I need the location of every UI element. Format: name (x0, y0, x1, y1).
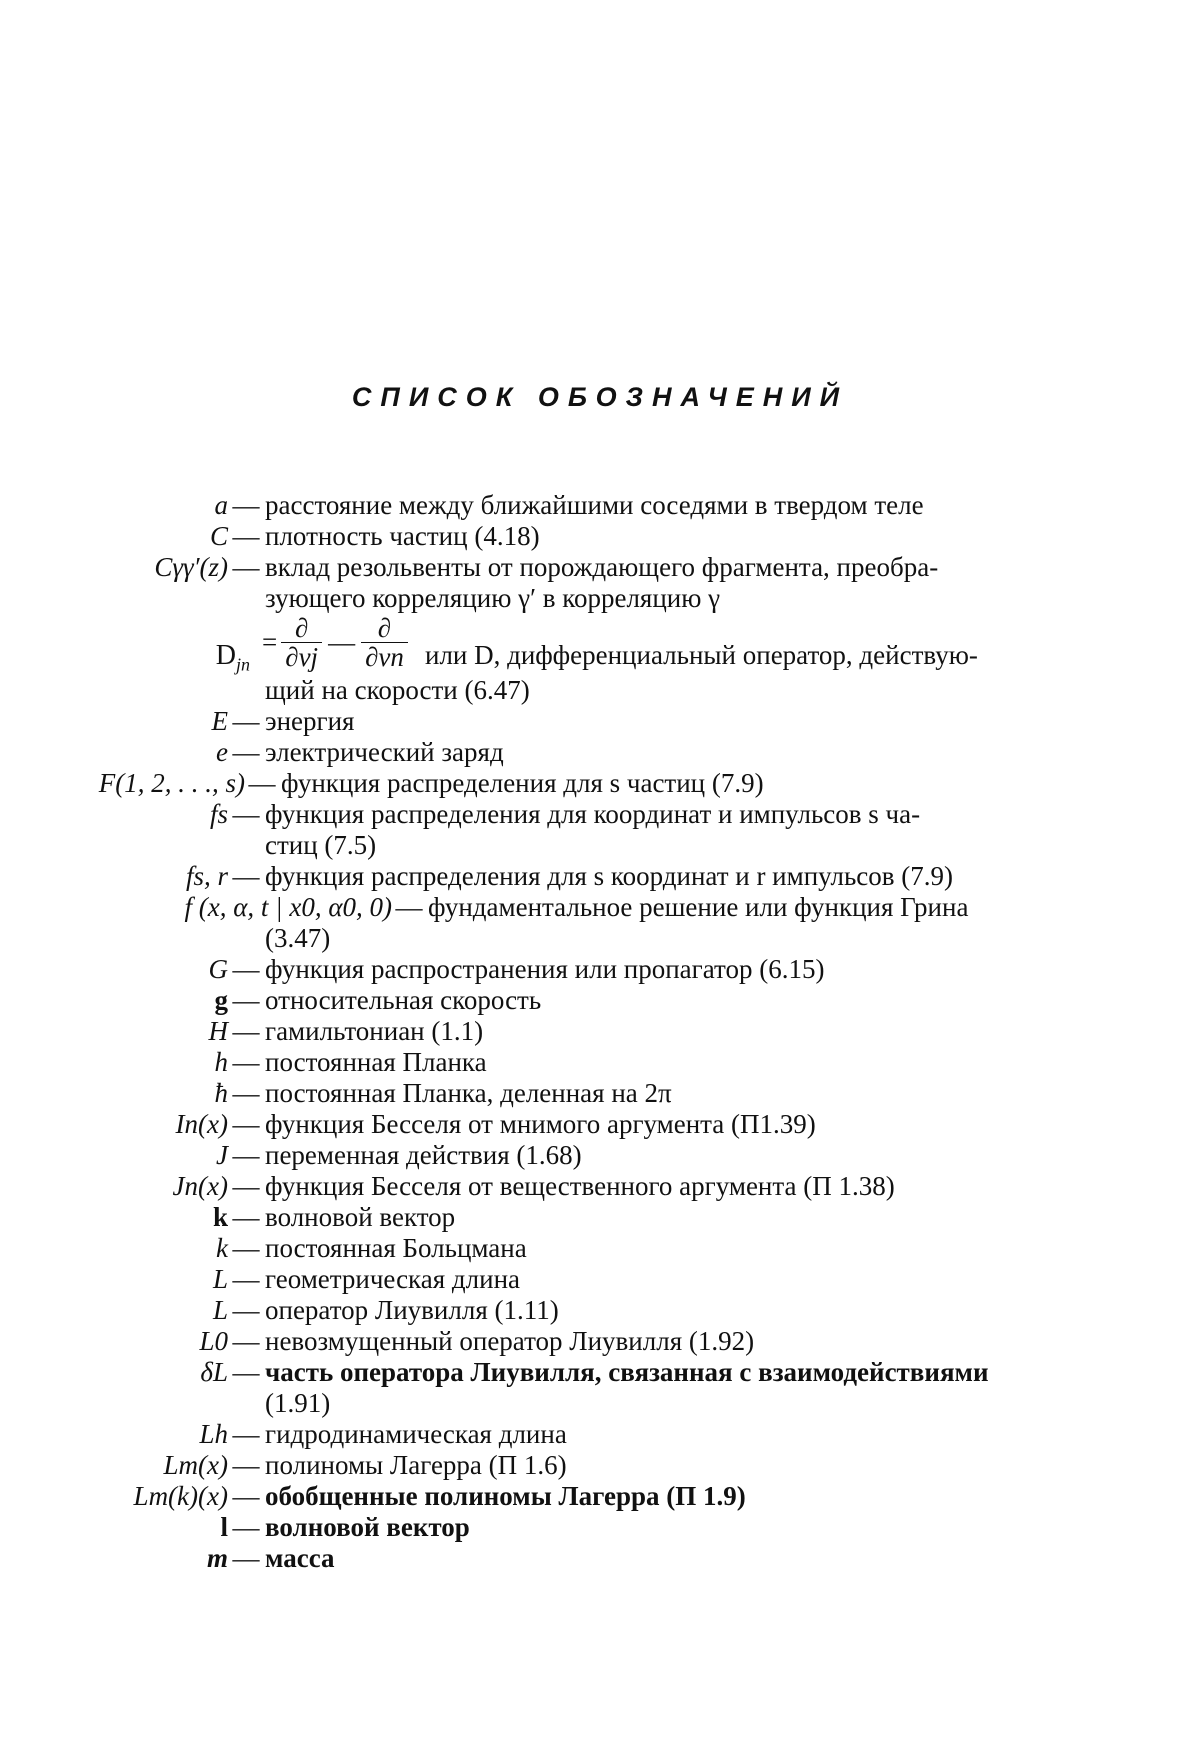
entry-description: оператор Лиувилля (1.11) (265, 1295, 559, 1325)
entry-description: относительная скорость (265, 985, 542, 1015)
entry-description: часть оператора Лиувилля, связанная с взаимодействиями (265, 1357, 989, 1387)
list-item (0, 768, 1200, 799)
entry-dash: — (232, 1450, 260, 1480)
list-item (0, 1078, 1200, 1109)
entry-dash: — (232, 490, 260, 520)
entry-description: волновой вектор (265, 1512, 470, 1542)
list-item (0, 1016, 1200, 1047)
entry-description: фундаментальное решение или функция Грина (428, 892, 969, 922)
entry-dash: — (232, 521, 260, 551)
entry-description: функция Бесселя от вещественного аргумента (П 1.38) (265, 1171, 895, 1201)
entry-dash: — (232, 1543, 260, 1573)
list-item (0, 737, 1200, 768)
list-item (0, 892, 1200, 954)
entry-symbol: In(x) (175, 1109, 228, 1139)
entry-dash: — (232, 1016, 260, 1046)
entry-dash: — (232, 1512, 260, 1542)
list-item (0, 1326, 1200, 1357)
entry-description: обобщенные полиномы Лагерра (П 1.9) (265, 1481, 746, 1511)
list-item (0, 799, 1200, 861)
list-item (0, 1481, 1200, 1512)
list-item (0, 1140, 1200, 1171)
entry-description: функция распределения для s частиц (7.9) (281, 768, 764, 798)
entry-description: функция распределения для s координат и r импульсов (7.9) (265, 861, 953, 891)
entry-symbol: e (216, 737, 228, 767)
entry-description: волновой вектор (265, 1202, 456, 1232)
entry-description: постоянная Больцмана (265, 1233, 527, 1263)
entry-dash: — (395, 892, 423, 922)
entry-dash: — (232, 1078, 260, 1108)
entry-description: гидродинамическая длина (265, 1419, 567, 1449)
list-item (0, 1233, 1200, 1264)
list-item (0, 706, 1200, 737)
minus-sign: — (328, 627, 356, 657)
list-item (0, 954, 1200, 985)
entry-dash: — (232, 1419, 260, 1449)
entry-description: масса (265, 1543, 335, 1573)
list-item (0, 1109, 1200, 1140)
entry-symbol: fs, r (185, 861, 228, 891)
entry-description: гамильтониан (1.1) (265, 1016, 484, 1046)
entry-description: плотность частиц (4.18) (265, 521, 540, 551)
list-item (0, 552, 1200, 614)
entry-dash: — (232, 552, 260, 582)
entry-description-continued: стиц (7.5) (265, 830, 377, 860)
list-item (0, 1264, 1200, 1295)
list-item (0, 1419, 1200, 1450)
entry-dash: — (232, 861, 260, 891)
entry-description: функция распространения или пропагатор (6.15) (265, 954, 825, 984)
entry-dash: — (232, 1357, 260, 1387)
list-item-operator (0, 614, 1200, 706)
entry-symbol: $D_{jn}$ (215, 640, 250, 675)
entry-symbol: g (214, 985, 228, 1015)
entry-dash: — (232, 1109, 260, 1139)
entry-dash: — (232, 1202, 260, 1232)
entry-description: постоянная Планка, деленная на 2π (265, 1078, 672, 1108)
entry-symbol: δL (200, 1357, 228, 1387)
list-item (0, 985, 1200, 1016)
list-item (0, 1543, 1200, 1574)
entry-description: невозмущенный оператор Лиувилля (1.92) (265, 1326, 755, 1356)
entry-symbol: f (x, α, t | x0, α0, 0) (184, 892, 392, 922)
list-item (0, 1295, 1200, 1326)
list-item (0, 1171, 1200, 1202)
entry-symbol: H (208, 1016, 228, 1046)
entry-symbol: L0 (199, 1326, 228, 1356)
entry-symbol: l (220, 1512, 228, 1542)
entry-symbol: L (212, 1264, 228, 1294)
entry-dash: — (232, 1047, 260, 1077)
fraction-partial-vn: $\frac{\partial}{\partial vn}$ (361, 614, 408, 671)
entry-description: или D, дифференциальный оператор, действую- (425, 640, 978, 670)
fraction-partial-vj: $\frac{\partial}{\partial vj}$ (281, 614, 322, 671)
entry-description: полиномы Лагерра (П 1.6) (265, 1450, 567, 1480)
entry-dash: — (232, 1326, 260, 1356)
entry-description: постоянная Планка (265, 1047, 487, 1077)
entry-dash: — (232, 1171, 260, 1201)
entry-symbol: m (206, 1543, 228, 1573)
list-item (0, 861, 1200, 892)
entry-description-continued: (1.91) (265, 1388, 331, 1418)
entry-dash: — (232, 1295, 260, 1325)
notation-list (0, 490, 1200, 1574)
operator-formula (262, 614, 408, 676)
entry-symbol: a (214, 490, 228, 520)
list-item (0, 1357, 1200, 1419)
entry-dash: — (232, 1140, 260, 1170)
entry-dash: — (232, 1481, 260, 1511)
entry-dash: — (232, 954, 260, 984)
entry-symbol: fs (209, 799, 228, 829)
list-item (0, 490, 1200, 521)
entry-symbol: k (216, 1233, 228, 1263)
list-item (0, 1512, 1200, 1543)
entry-symbol: h (214, 1047, 228, 1077)
entry-symbol: E (211, 706, 228, 736)
entry-dash: — (232, 1233, 260, 1263)
equals-sign: = (262, 627, 278, 657)
entry-dash: — (232, 737, 260, 767)
entry-symbol: F(1, 2, . . ., s) (98, 768, 245, 798)
entry-symbol: L (212, 1295, 228, 1325)
entry-description: переменная действия (1.68) (265, 1140, 582, 1170)
entry-description: энергия (265, 706, 355, 736)
list-item (0, 521, 1200, 552)
entry-description: вклад резольвенты от порождающего фрагмента, преобра- (265, 552, 939, 582)
entry-description-continued: щий на скорости (6.47) (265, 675, 530, 705)
entry-description: электрический заряд (265, 737, 504, 767)
entry-description: функция распределения для координат и импульсов s ча- (265, 799, 921, 829)
entry-symbol: C (209, 521, 228, 551)
list-item (0, 1202, 1200, 1233)
entry-description: функция Бесселя от мнимого аргумента (П1.39) (265, 1109, 816, 1139)
entry-dash: — (232, 985, 260, 1015)
entry-symbol: k (212, 1202, 228, 1232)
entry-symbol: J (216, 1140, 228, 1170)
entry-description-continued: зующего корреляцию γ′ в корреляцию γ (265, 583, 721, 613)
entry-description: расстояние между ближайшими соседями в твердом теле (265, 490, 924, 520)
entry-symbol: Jn(x) (172, 1171, 228, 1201)
page-title: СПИСОК ОБОЗНАЧЕНИЙ (351, 382, 849, 412)
entry-symbol: G (208, 954, 228, 984)
entry-symbol: ħ (214, 1078, 228, 1108)
entry-description-continued: (3.47) (265, 923, 331, 953)
entry-dash: — (232, 706, 260, 736)
entry-dash: — (248, 768, 276, 798)
entry-dash: — (232, 1264, 260, 1294)
list-item (0, 1047, 1200, 1078)
entry-symbol: Cγγ′(z) (154, 552, 228, 582)
entry-dash: — (232, 799, 260, 829)
entry-symbol: Lh (199, 1419, 228, 1449)
entry-description: геометрическая длина (265, 1264, 521, 1294)
entry-symbol: Lm(x) (163, 1450, 228, 1480)
list-item (0, 1450, 1200, 1481)
entry-symbol: Lm(k)(x) (133, 1481, 228, 1511)
